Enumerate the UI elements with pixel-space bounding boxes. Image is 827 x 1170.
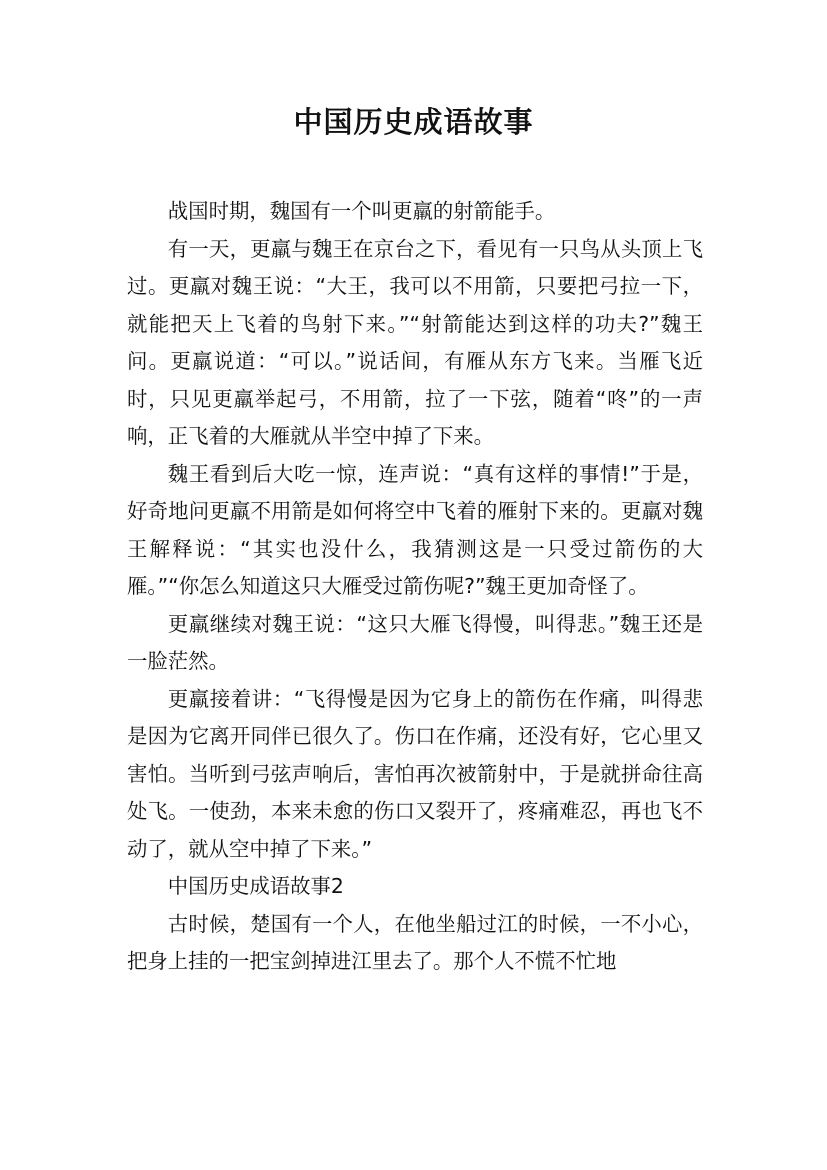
- paragraph-story-1: 有一天，更羸与魏王在京台之下，看见有一只鸟从头顶上飞过。更羸对魏王说：“大王，我可以不用箭，只要把弓拉一下，就能把天上飞着的鸟射下来。”“射箭能达到这样的功夫?”魏王问。更羸说道：“可以。”说话间，有雁从东方飞来。当雁飞近时，只见更羸举起弓，不用箭，拉了一下弦，随着“咚”的一声响，正飞着的大雁就从半空中掉了下来。: [127, 236, 703, 448]
- document-body: [127, 193, 703, 981]
- document-title: 中国历史成语故事: [293, 105, 534, 139]
- paragraph-story-4: 更羸接着讲：“飞得慢是因为它身上的箭伤在作痛，叫得悲是因为它离开同伴已很久了。伤口在作痛，还没有好，它心里又害怕。当听到弓弦声响后，害怕再次被箭射中，于是就拼命往高处飞。一使劲，本来未愈的伤口又裂开了，疼痛难忍，再也飞不动了，就从空中掉了下来。”: [127, 686, 703, 861]
- section-heading-story-2: 中国历史成语故事2: [167, 874, 344, 898]
- paragraph-story-3: 更羸继续对魏王说：“这只大雁飞得慢，叫得悲。”魏王还是一脸茫然。: [127, 611, 703, 673]
- paragraph-intro: 战国时期，魏国有一个叫更羸的射箭能手。: [167, 199, 556, 223]
- paragraph-story-2: 魏王看到后大吃一惊，连声说：“真有这样的事情!”于是，好奇地问更羸不用箭是如何将空中飞着的雁射下来的。更羸对魏王解释说：“其实也没什么，我猜测这是一只受过箭伤的大雁。”“你怎么知道这只大雁受过箭伤呢?”魏王更加奇怪了。: [127, 461, 703, 598]
- paragraph-story-2-intro: 古时候，楚国有一个人，在他坐船过江的时候，一不小心，把身上挂的一把宝剑掉进江里去了。那个人不慌不忙地: [127, 911, 703, 973]
